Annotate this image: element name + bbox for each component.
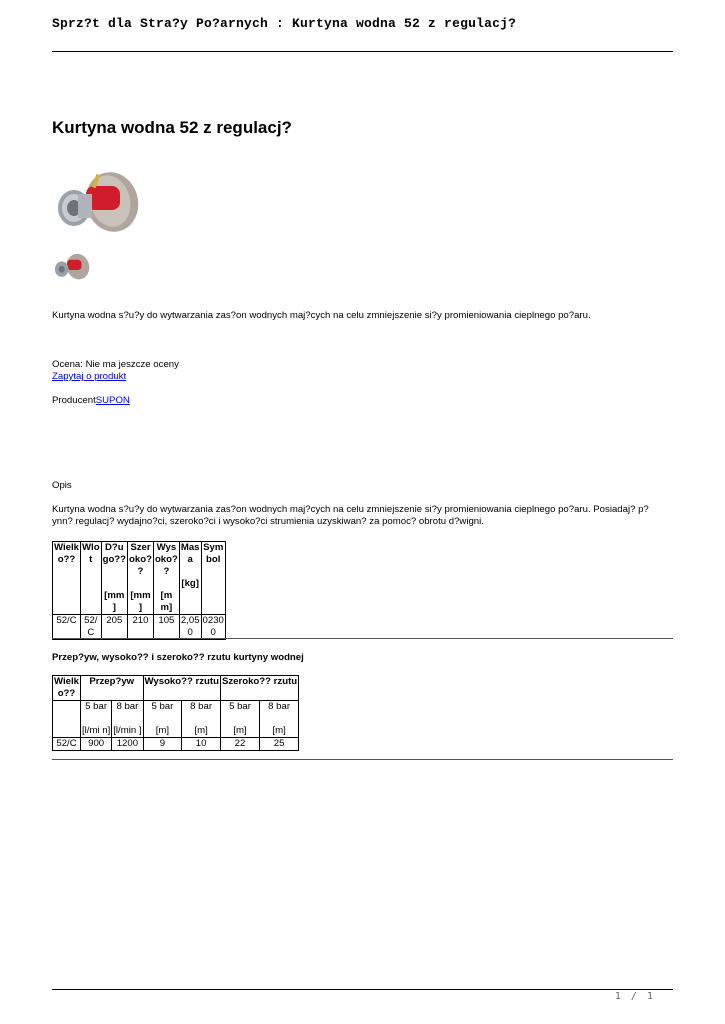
table-cell: 52/ C [80,615,101,640]
table-header-cell: Wielk o?? [53,542,81,615]
table-header-cell: Mas a [kg] [179,542,201,615]
table-cell [53,701,81,738]
table-header-cell: Wys oko? ? [m m] [154,542,178,613]
product-image[interactable] [52,168,144,238]
table-header-cell: Wlo t [80,542,101,615]
ask-about-product-link[interactable]: Zapytaj o produkt [52,371,127,382]
table-cell: 105 [153,615,179,640]
specification-table [52,541,226,640]
table-cell: 22 [220,738,259,751]
table-cell: 8 bar [m] [260,701,299,738]
table-cell: 1200 [112,738,143,751]
section-divider [52,759,673,760]
table-cell: 900 [80,738,111,751]
short-description: Kurtyna wodna s?u?y do wytwarzania zas?on wodnych maj?cych na celu zmniejszenie si?y promieniowania cieplnego po?aru. [52,310,591,321]
footer-divider [52,989,673,990]
producer-label: Producent [52,395,96,406]
header-divider [52,51,673,52]
table-row [53,615,226,640]
page-number: 1 / 1 [614,991,655,1002]
table-cell: 25 [260,738,299,751]
table-cell: 2,05 0 [180,615,200,638]
table-cell: 9 [143,738,182,751]
product-title: Kurtyna wodna 52 z regulacj? [52,118,292,137]
product-thumbnail[interactable] [52,252,92,282]
table-header-cell: D?u go?? [mm ] [102,542,127,613]
table-cell: 210 [128,615,154,640]
table-header-cell: Szer oko? ? [mm ] [129,542,152,613]
table-cell: 5 bar [m] [220,701,259,738]
table-header-cell: Szeroko?? rzutu [220,676,298,701]
table-header-cell: Przep?yw [80,676,143,701]
table-cell: 10 [182,738,221,751]
table-cell: 205 [101,615,127,640]
document-header: Sprz?t dla Stra?y Po?arnych : Kurtyna wodna 52 z regulacj? [52,16,517,31]
section-title: Przep?yw, wysoko?? i szeroko?? rzutu kurtyny wodnej [52,652,304,663]
table-cell: 0230 0 [202,615,224,638]
table-header-cell: Wysoko?? rzutu [143,676,220,701]
table-cell: 8 bar [m] [182,701,221,738]
table-cell: 5 bar [l/mi n] [81,701,111,736]
table-row [53,738,299,751]
table-cell: 5 bar [m] [143,701,182,738]
rating-text: Ocena: Nie ma jeszcze oceny [52,359,179,370]
table-header-cell: Wielk o?? [54,676,79,699]
description-text: Kurtyna wodna s?u?y do wytwarzania zas?on wodnych maj?cych na celu zmniejszenie si?y promieniowania cieplnego po?aru. Posiadaj? p?ynn? regulacj? wydajno?ci, szeroko?ci i wysoko?ci strumienia uzyskiwan? za pomoc? obrotu d?wigni. [52,504,649,527]
flow-table [52,675,299,751]
producer-link[interactable]: SUPON [95,395,130,406]
section-divider [52,638,673,639]
table-cell: 52/C [53,615,81,640]
description-heading: Opis [52,480,72,491]
table-cell: 52/C [53,738,81,751]
table-cell: 8 bar [l/min ] [113,701,142,736]
table-header-cell: Sym bol [201,542,225,615]
